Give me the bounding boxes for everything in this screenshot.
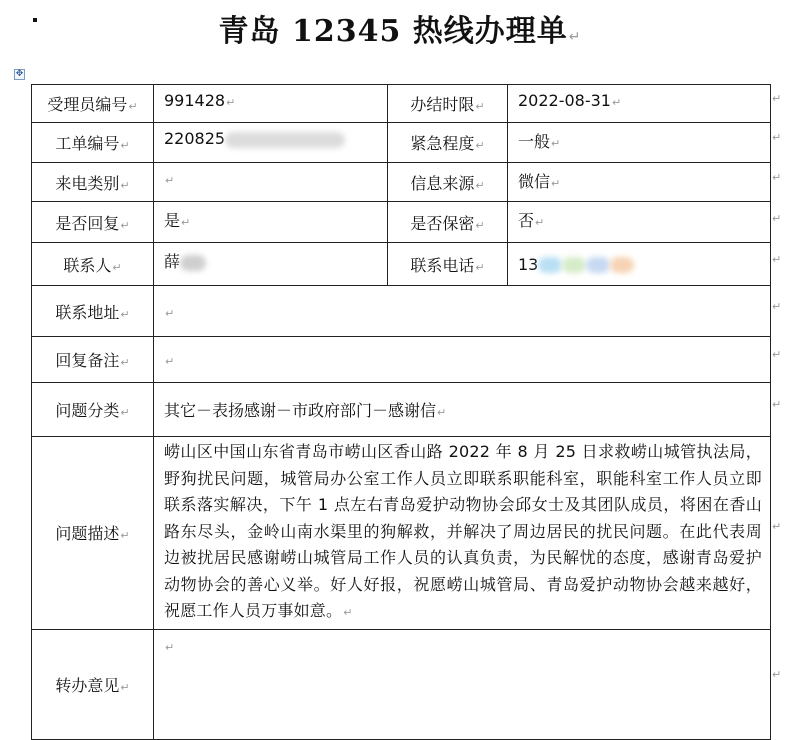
table-row [32, 286, 771, 337]
source-value[interactable]: 微信↵ [508, 163, 771, 202]
address-label: 联系地址↵ [32, 286, 154, 337]
confidential-label: 是否保密↵ [388, 202, 508, 243]
row-end-mark: ↵ [772, 212, 782, 225]
row-end-mark: ↵ [772, 253, 782, 266]
table-row [32, 437, 771, 630]
redaction-blur-green [562, 257, 586, 273]
reply-note-label: 回复备注↵ [32, 337, 154, 383]
table-row [32, 123, 771, 163]
operator-id-label: 受理员编号↵ [32, 85, 154, 123]
document-title-text: 青岛 12345 热线办理单 [218, 14, 568, 49]
table-row [32, 629, 771, 739]
row-end-mark: ↵ [772, 171, 782, 184]
transfer-opinion-label: 转办意见↵ [32, 629, 154, 739]
phone-value[interactable]: 13 [508, 243, 771, 286]
category-label: 问题分类↵ [32, 383, 154, 437]
contact-value[interactable]: 薛 [154, 243, 388, 286]
row-end-mark: ↵ [772, 92, 782, 105]
phone-label: 联系电话↵ [388, 243, 508, 286]
order-no-value[interactable]: 220825 [154, 123, 388, 163]
redaction-blur [180, 255, 206, 271]
row-end-mark: ↵ [772, 398, 782, 411]
row-end-mark: ↵ [772, 668, 782, 681]
redaction-blur-cyan [538, 257, 562, 273]
table-row [32, 337, 771, 383]
table-move-handle-icon[interactable]: ✥ [15, 69, 24, 79]
call-type-label: 来电类别↵ [32, 163, 154, 202]
urgency-value[interactable]: 一般↵ [508, 123, 771, 163]
document-title [0, 6, 800, 50]
paragraph-mark: ↵ [568, 29, 582, 45]
contact-label: 联系人↵ [32, 243, 154, 286]
row-end-mark: ↵ [772, 131, 782, 144]
description-value[interactable]: 崂山区中国山东省青岛市崂山区香山路 2022 年 8 月 25 日求救崂山城管执法局，野狗扰民问题，城管局办公室工作人员立即联系职能科室，职能科室工作人员立即联系落实解决，下午 1 点左右青岛爱护动物协会邱女士及其团队成员，将困在香山路东尽头，金岭山南水渠里的狗解救，并解决了周边居民的扰民问题。在此代表周边被扰居民感谢崂山城管局工作人员的认真负责，为民解忧的态度，感谢青岛爱护动物协会的善心义举。好人好报，祝愿崂山城管局、青岛爱护动物协会越来越好，祝愿工作人员万事如意。↵ [154, 437, 771, 630]
urgency-label: 紧急程度↵ [388, 123, 508, 163]
row-end-mark: ↵ [772, 348, 782, 361]
table-row [32, 383, 771, 437]
redaction-blur-blue [586, 257, 610, 273]
table-row [32, 85, 771, 123]
description-label: 问题描述↵ [32, 437, 154, 630]
order-no-label: 工单编号↵ [32, 123, 154, 163]
deadline-value[interactable]: 2022-08-31↵ [508, 85, 771, 123]
source-label: 信息来源↵ [388, 163, 508, 202]
operator-id-value[interactable]: 991428↵ [154, 85, 388, 123]
call-type-value[interactable]: ↵ [154, 163, 388, 202]
row-end-mark: ↵ [772, 520, 782, 533]
reply-note-value[interactable]: ↵ [154, 337, 771, 383]
hotline-form-table [31, 84, 771, 740]
confidential-value[interactable]: 否↵ [508, 202, 771, 243]
address-value[interactable]: ↵ [154, 286, 771, 337]
deadline-label: 办结时限↵ [388, 85, 508, 123]
redaction-blur-orange [610, 257, 634, 273]
table-row [32, 202, 771, 243]
transfer-opinion-value[interactable]: ↵ [154, 629, 771, 739]
row-end-mark: ↵ [772, 300, 782, 313]
table-row [32, 163, 771, 202]
category-value[interactable]: 其它－表扬感谢－市政府部门－感谢信↵ [154, 383, 771, 437]
reply-value[interactable]: 是↵ [154, 202, 388, 243]
redaction-blur [225, 132, 345, 148]
table-row [32, 243, 771, 286]
reply-label: 是否回复↵ [32, 202, 154, 243]
